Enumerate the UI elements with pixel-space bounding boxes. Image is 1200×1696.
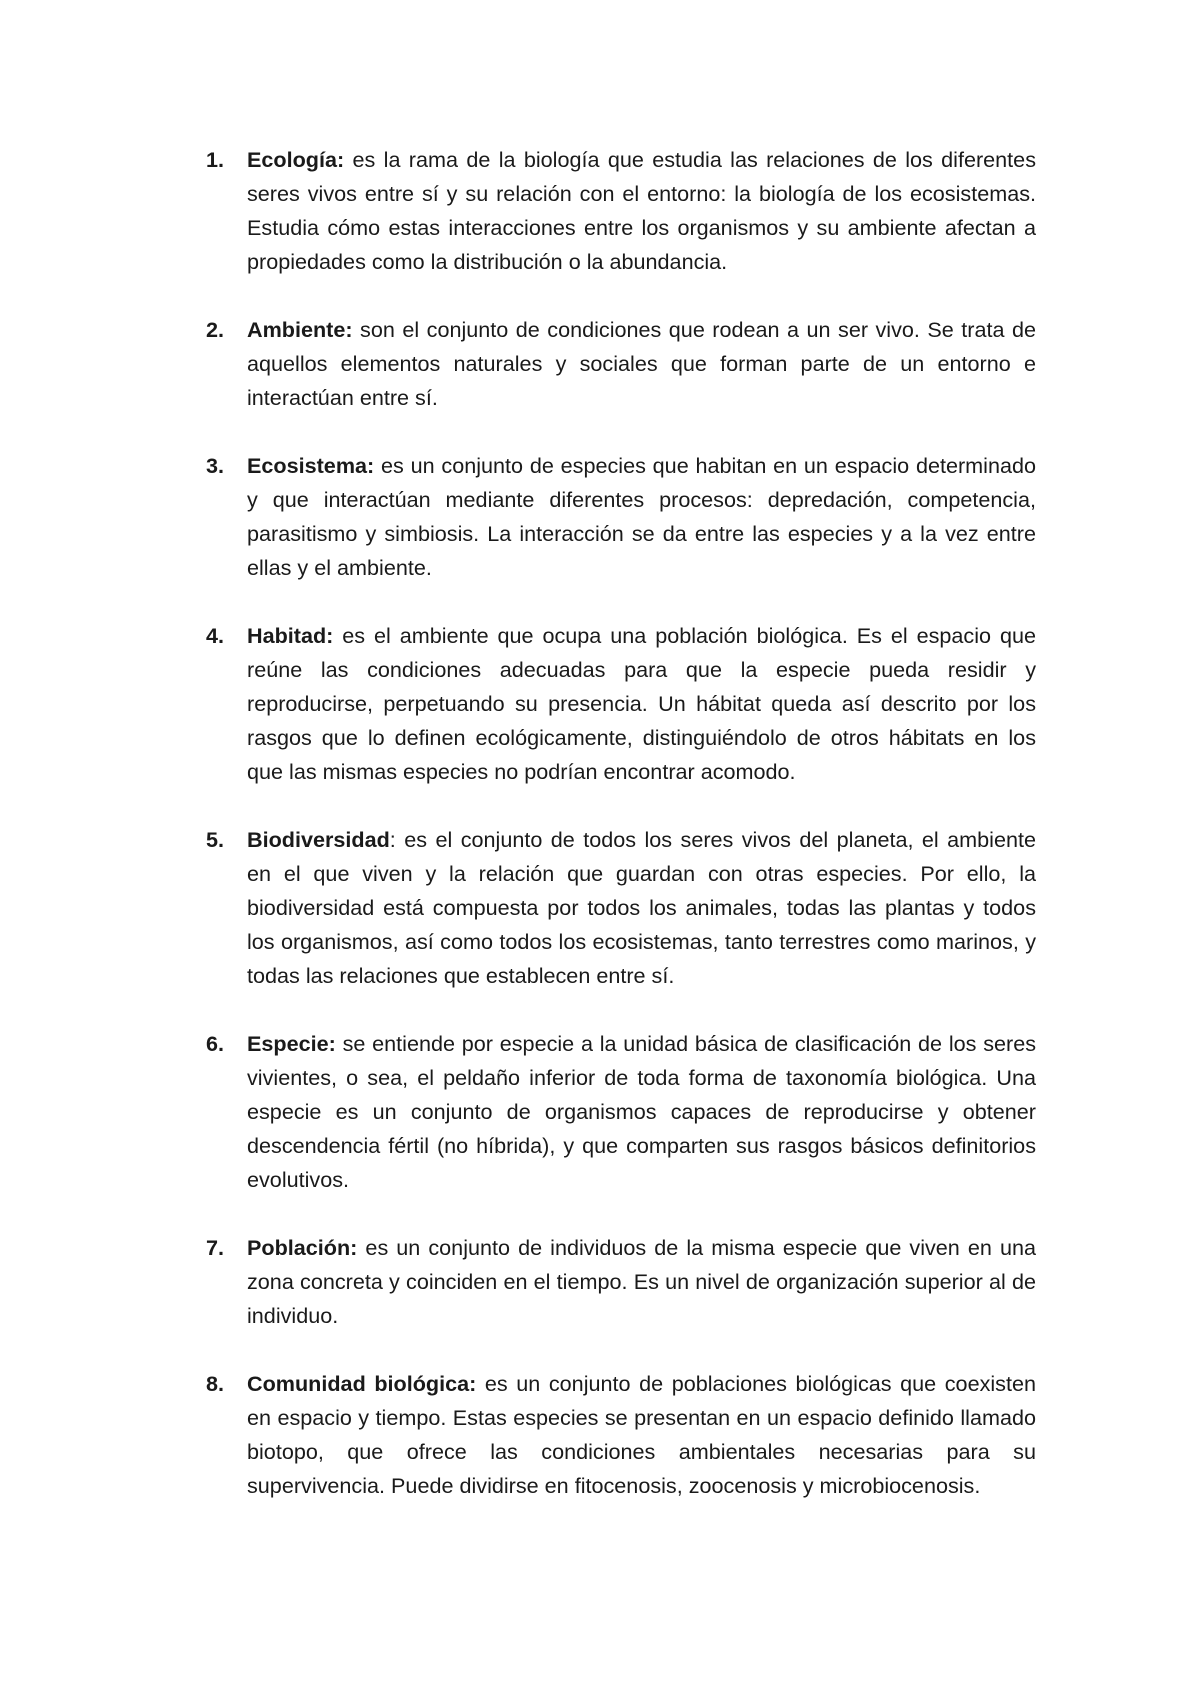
item-number: 8. bbox=[206, 1371, 225, 1396]
definition-item bbox=[200, 1367, 1036, 1503]
definition-term: Especie: bbox=[247, 1031, 336, 1056]
definition-term: Ecología: bbox=[247, 147, 345, 172]
definition-text: es la rama de la biología que estudia las relaciones de los diferentes seres vivos entre sí y su relación con el entorno: la biología de los ecosistemas. Estudia cómo estas interacciones entre los organismos y su ambiente afectan a propiedades como la distribución o la abundancia. bbox=[247, 147, 1036, 274]
definition-item bbox=[200, 143, 1036, 279]
definition-text: es el ambiente que ocupa una población biológica. Es el espacio que reúne las condiciones adecuadas para que la especie pueda residir y reproducirse, perpetuando su presencia. Un hábitat queda así descrito por los rasgos que lo definen ecológicamente, distinguiéndolo de otros hábitats en los que las mismas especies no podrían encontrar acomodo. bbox=[247, 623, 1036, 784]
definition-term: Biodiversidad bbox=[247, 827, 390, 852]
definition-text: son el conjunto de condiciones que rodean a un ser vivo. Se trata de aquellos elementos naturales y sociales que forman parte de un entorno e interactúan entre sí. bbox=[247, 317, 1036, 410]
definition-term: Habitad: bbox=[247, 623, 334, 648]
definition-item bbox=[200, 1027, 1036, 1197]
definition-term: Comunidad biológica: bbox=[247, 1371, 477, 1396]
definition-text: se entiende por especie a la unidad básica de clasificación de los seres vivientes, o sea, el peldaño inferior de toda forma de taxonomía biológica. Una especie es un conjunto de organismos capaces de reproducirse y obtener descendencia fértil (no híbrida), y que comparten sus rasgos básicos definitorios evolutivos. bbox=[247, 1031, 1036, 1192]
definition-term: Ambiente: bbox=[247, 317, 353, 342]
definition-text: es un conjunto de poblaciones biológicas que coexisten en espacio y tiempo. Estas especies se presentan en un espacio definido llamado biotopo, que ofrece las condiciones ambientales necesarias para su supervivencia. Puede dividirse en fitocenosis, zoocenosis y microbiocenosis. bbox=[247, 1371, 1036, 1498]
definition-item bbox=[200, 313, 1036, 415]
item-number: 3. bbox=[206, 453, 225, 478]
item-number: 7. bbox=[206, 1235, 225, 1260]
definition-term: Población: bbox=[247, 1235, 358, 1260]
item-number: 6. bbox=[206, 1031, 225, 1056]
definition-item bbox=[200, 1231, 1036, 1333]
definition-item bbox=[200, 823, 1036, 993]
definition-text: es un conjunto de individuos de la misma especie que viven en una zona concreta y coinciden en el tiempo. Es un nivel de organización superior al de individuo. bbox=[247, 1235, 1036, 1328]
item-number: 2. bbox=[206, 317, 225, 342]
definition-list bbox=[200, 143, 1036, 1537]
item-number: 1. bbox=[206, 147, 225, 172]
definition-item bbox=[200, 619, 1036, 789]
definition-item bbox=[200, 449, 1036, 585]
definition-term: Ecosistema: bbox=[247, 453, 375, 478]
definition-text: es un conjunto de especies que habitan en un espacio determinado y que interactúan mediante diferentes procesos: depredación, competencia, parasitismo y simbiosis. La interacción se da entre las especies y a la vez entre ellas y el ambiente. bbox=[247, 453, 1036, 580]
definition-text: : es el conjunto de todos los seres vivos del planeta, el ambiente en el que viven y la relación que guardan con otras especies. Por ello, la biodiversidad está compuesta por todos los animales, todas las plantas y todos los organismos, así como todos los ecosistemas, tanto terrestres como marinos, y todas las relaciones que establecen entre sí. bbox=[247, 827, 1036, 988]
item-number: 5. bbox=[206, 827, 225, 852]
item-number: 4. bbox=[206, 623, 225, 648]
